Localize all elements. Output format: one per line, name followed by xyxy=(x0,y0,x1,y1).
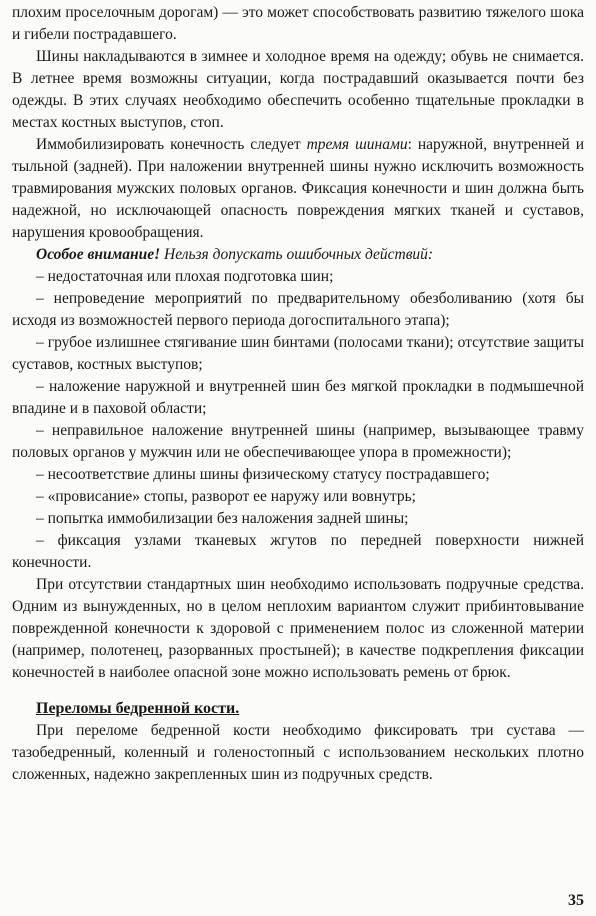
list-item: – фиксация узлами тканевых жгутов по передней поверхности нижней конечности. xyxy=(12,532,584,571)
section-heading: Переломы бедренной кости. xyxy=(36,700,240,717)
list-item: – непроведение мероприятий по предварительному обезболиванию (хотя бы исходя из возможностей первого периода догоспитального этапа); xyxy=(12,290,584,329)
list-item: – недостаточная или плохая подготовка шин; xyxy=(36,268,334,285)
paragraph: Шины накладываются в зимнее и холодное время на одежду; обувь не снимается. В летнее время возможны ситуации, когда пострадавший оказывается почти без одежды. В этих случаях необходимо обеспечить особенно тщательные прокладки в местах костных выступов, стоп. xyxy=(12,48,584,131)
text-run: : наружной, внутренней и тыльной (задней). При наложении внутренней шины нужно исключить возможность травмирования мужских половых органов. Фиксация конечности и шин должна быть надежной, но исключающей опасность повреждения мягких тканей и суставов, нарушения кровообращения. xyxy=(12,136,584,241)
list-item: – несоответствие длины шины физическому статусу пострадавшего; xyxy=(36,466,490,483)
list-item: – «провисание» стопы, разворот ее наружу или вовнутрь; xyxy=(36,488,416,505)
list-item: – наложение наружной и внутренней шин без мягкой прокладки в подмышечной впадине и в паховой области; xyxy=(12,378,584,417)
warning-text: Нельзя допускать ошибочных действий: xyxy=(160,246,434,263)
paragraph xyxy=(12,134,584,244)
paragraph: При переломе бедренной кости необходимо фиксировать три сустава — тазобедренный, коленный и голеностопный с использованием нескольких плотно сложенных, надежно закрепленных шин из подручных средств. xyxy=(12,722,584,783)
paragraph: плохим проселочным дорогам) — это может способствовать развитию тяжелого шока и гибели пострадавшего. xyxy=(12,4,584,43)
list-item: – грубое излишнее стягивание шин бинтами (полосами ткани); отсутствие защиты суставов, костных выступов; xyxy=(12,334,584,373)
list-item: – неправильное наложение внутренней шины (например, вызывающее травму половых органов у мужчин или не обеспечивающее упора в промежности); xyxy=(12,422,584,461)
text-run: Иммобилизировать конечность следует xyxy=(36,136,307,153)
list-item: – попытка иммобилизации без наложения задней шины; xyxy=(36,510,409,527)
page-number: 35 xyxy=(568,892,584,909)
body-text xyxy=(12,2,584,786)
warning-label: Особое внимание! xyxy=(36,246,161,263)
warning-line xyxy=(12,244,584,266)
italic-text: тремя шинами xyxy=(306,136,408,153)
paragraph: При отсутствии стандартных шин необходимо использовать подручные средства. Одним из вынужденных, но в целом неплохим вариантом служит прибинтовывание поврежденной конечности к здоровой с применением полос из сложенной материи (например, полотенец, разорванных простыней); в качестве подкрепления фиксации конечностей в наиболее опасной зоне можно использовать ремень от брюк. xyxy=(12,576,584,681)
